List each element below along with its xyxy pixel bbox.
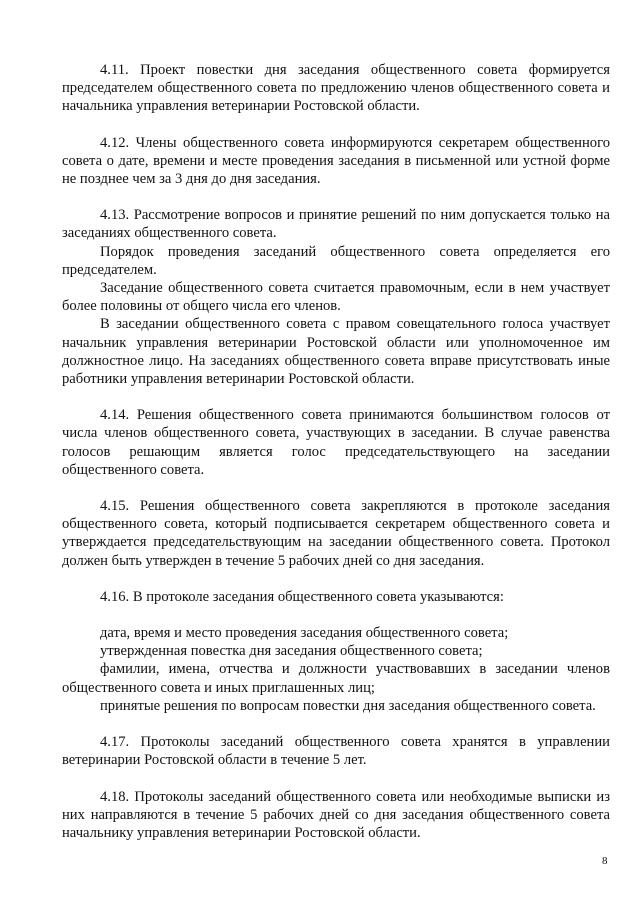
paragraph-4-15: 4.15. Решения общественного совета закрепляются в протоколе заседания общественного совета, который подписывается секретарем общественного совета и утверждается председательствующим на заседании общественного совета. Протокол должен быть утвержден в течение 5 рабочих дней со дня заседания. [62, 498, 610, 569]
page-number: 8 [602, 855, 608, 867]
paragraph-4-12: 4.12. Члены общественного совета информируются секретарем общественного совета о дате, времени и месте проведения заседания в письменной или устной форме не позднее чем за 3 дня до дня заседания. [62, 134, 610, 188]
paragraph-4-14: 4.14. Решения общественного совета принимаются большинством голосов от числа членов общественного совета, участвующих в заседании. В случае равенства голосов решающим является голос председательствующего на заседании общественного совета. [62, 407, 610, 478]
paragraph-4-13-advisory: В заседании общественного совета с правом совещательного голоса участвует начальник управления ветеринарии Ростовской области или уполномоченное им должностное лицо. На заседаниях общественного совета вправе присутствовать иные работники управления ветеринарии Ростовской области. [62, 316, 610, 388]
paragraph-4-18: 4.18. Протоколы заседаний общественного совета или необходимые выписки из них направляются в течение 5 рабочих дней со дня заседания общественного совета начальнику управления ветеринарии Ростовской области. [62, 788, 610, 841]
paragraph-4-11: 4.11. Проект повестки дня заседания общественного совета формируется председателем общественного совета по предложению членов общественного совета и начальника управления ветеринарии Ростовской области. [62, 62, 610, 115]
document-body [62, 61, 610, 842]
paragraph-4-13: 4.13. Рассмотрение вопросов и принятие решений по ним допускается только на заседаниях общественного совета. [62, 207, 610, 242]
paragraph-4-16: 4.16. В протоколе заседания общественного совета указываются: [100, 588, 504, 605]
list-item-4-16-agenda: утвержденная повестка дня заседания общественного совета; [100, 643, 483, 660]
list-item-4-16-date: дата, время и место проведения заседания общественного совета; [100, 625, 509, 642]
paragraph-4-13-quorum: Заседание общественного совета считается правомочным, если в нем участвует более половины от общего числа его членов. [62, 280, 610, 315]
paragraph-4-17: 4.17. Протоколы заседаний общественного совета хранятся в управлении ветеринарии Ростовской области в течение 5 лет. [62, 734, 610, 769]
paragraph-4-13-order: Порядок проведения заседаний общественного совета определяется его председателем. [62, 243, 610, 278]
list-item-4-16-decisions: принятые решения по вопросам повестки дня заседания общественного совета. [100, 697, 596, 714]
list-item-4-16-participants: фамилии, имена, отчества и должности участвовавших в заседании членов общественного совета и иных приглашенных лиц; [62, 661, 610, 696]
